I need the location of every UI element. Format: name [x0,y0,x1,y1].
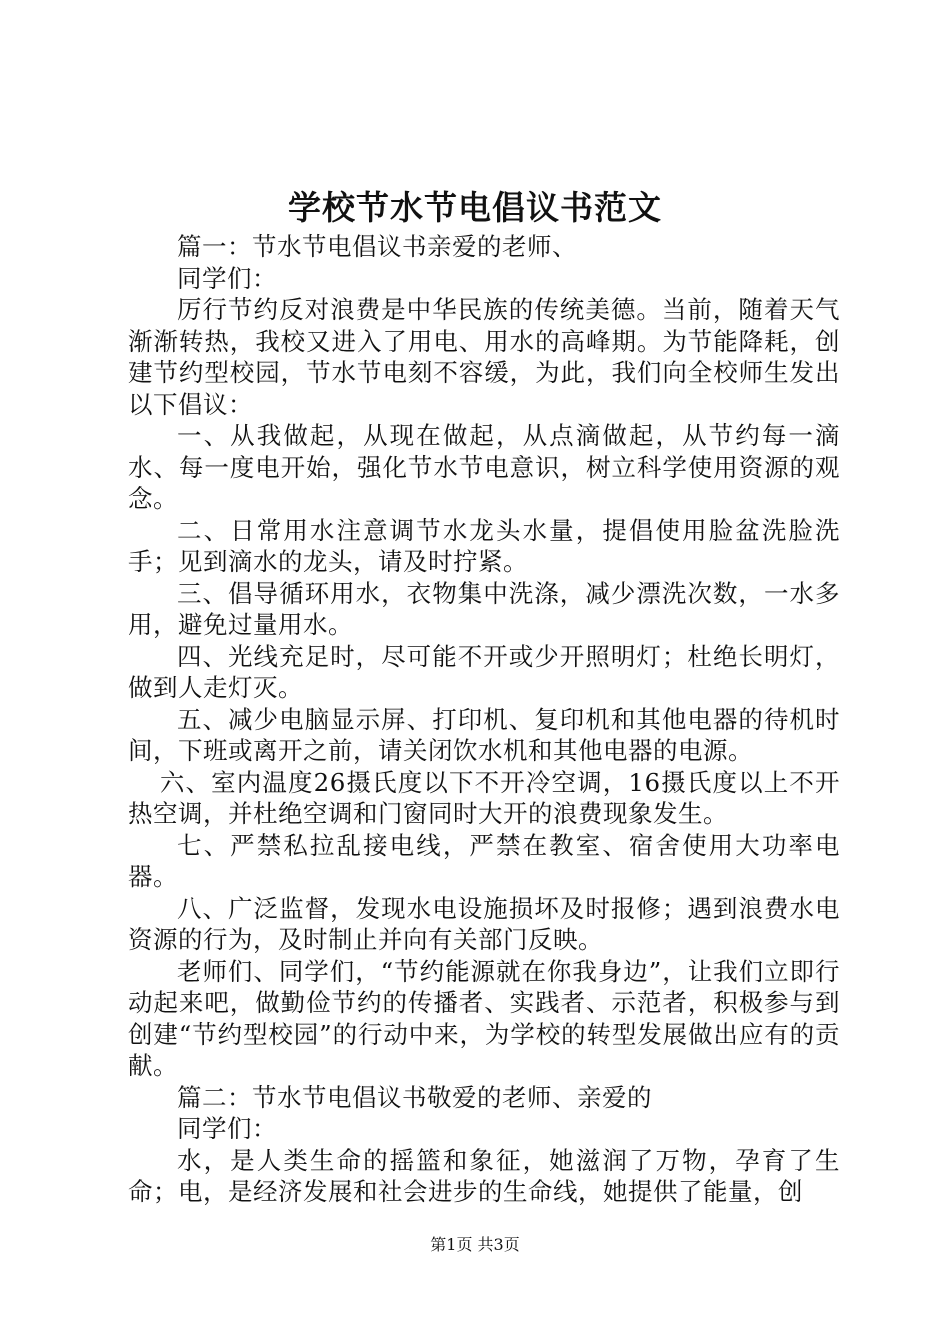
paragraph-item-7: 七、严禁私拉乱接电线，严禁在教室、宿舍使用大功率电器。 [128,830,840,891]
paragraph-salutation-1: 同学们： [177,263,277,293]
paragraph-item-8: 八、广泛监督，发现水电设施损坏及时报修；遇到浪费水电资源的行为，及时制止并向有关部门反映。 [128,893,840,954]
page-footer: 第1页 共3页 [430,1235,520,1254]
document-body [128,231,840,1208]
document-title: 学校节水节电倡议书范文 [288,188,662,227]
paragraph-item-1: 一、从我做起，从现在做起，从点滴做起，从节约每一滴水、每一度电开始，强化节水节电意识，树立科学使用资源的观念。 [128,421,840,513]
paragraph-item-2: 二、日常用水注意调节水龙头水量，提倡使用脸盆洗脸洗手；见到滴水的龙头，请及时拧紧。 [128,515,840,576]
paragraph-intro-1: 篇一：节水节电倡议书亲爱的老师、 [177,232,577,261]
paragraph-salutation-2: 同学们： [177,1114,277,1143]
paragraph-closing: 老师们、同学们，“节约能源就在你我身边”，让我们立即行动起来吧，做勤俭节约的传播者、实践者、示范者，积极参与到创建“节约型校园”的行动中来，为学校的转型发展做出应有的贡献。 [128,956,840,1080]
paragraph-opening: 厉行节约反对浪费是中华民族的传统美德。当前，随着天气渐渐转热，我校又进入了用电、用水的高峰期。为节能降耗，创建节约型校园，节水节电刻不容缓，为此，我们向全校师生发出以下倡议： [128,295,840,419]
paragraph-item-3: 三、倡导循环用水，衣物集中洗涤，减少漂洗次数，一水多用，避免过量用水。 [128,578,840,639]
paragraph-part2-opening: 水，是人类生命的摇篮和象征，她滋润了万物，孕育了生命；电，是经济发展和社会进步的生命线，她提供了能量，创 [128,1145,840,1206]
paragraph-item-6: 六、室内温度26摄氏度以下不开冷空调，16摄氏度以上不开热空调，并杜绝空调和门窗同时大开的浪费现象发生。 [128,767,840,828]
paragraph-intro-2: 篇二：节水节电倡议书敬爱的老师、亲爱的 [177,1082,652,1112]
paragraph-item-5: 五、减少电脑显示屏、打印机、复印机和其他电器的待机时间，下班或离开之前，请关闭饮水机和其他电器的电源。 [128,704,840,765]
paragraph-item-4: 四、光线充足时，尽可能不开或少开照明灯；杜绝长明灯，做到人走灯灭。 [128,641,840,702]
